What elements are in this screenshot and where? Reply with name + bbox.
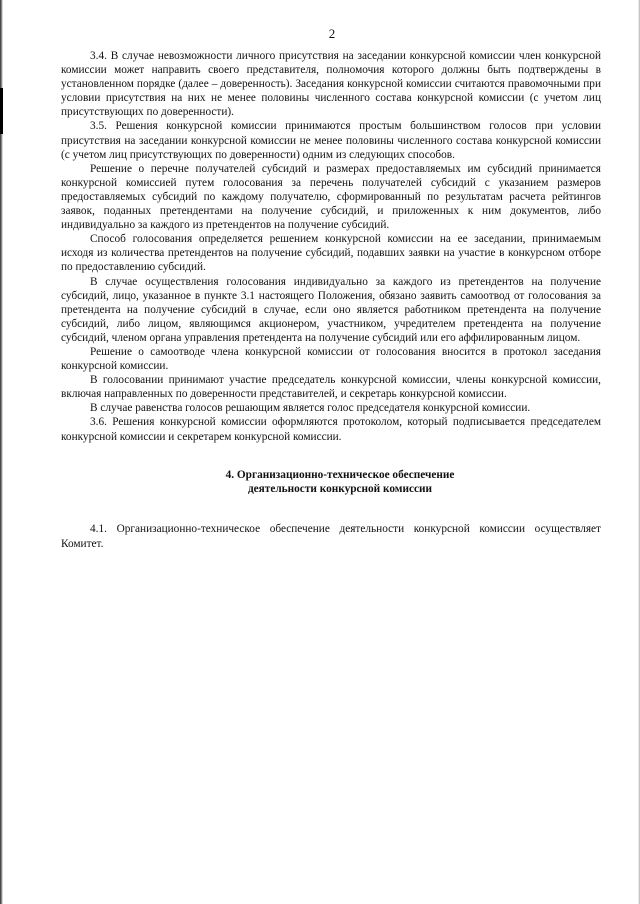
section-4-heading-line-1: 4. Организационно-техническое обеспечение <box>225 468 455 481</box>
clause-3-6: 3.6. Решения конкурсной комиссии оформляются протоколом, который подписывается председателем конкурсной комиссии и секретарем конкурсной комиссии. <box>61 416 601 443</box>
scan-mark <box>0 88 3 134</box>
paragraph-voting-method: Способ голосования определяется решением конкурсной комиссии на ее заседании, принимаемым исходя из количества претендентов на получение субсидий, подавших заявки на участие в конкурсном отборе по предоставлению субсидий. <box>61 233 601 274</box>
scan-edge-left <box>0 0 3 904</box>
clause-3-4: 3.4. В случае невозможности личного присутствия на заседании конкурсной комиссии член конкурсной комиссии может направить своего представителя, полномочия которого должны быть подтверждены в установленном порядке (далее – доверенность). Заседания конкурсной комиссии считаются правомочными при условии присутствия на них не менее половины численного состава конкурсной комиссии (с учетом лиц присутствующих по доверенности). <box>61 50 601 119</box>
paragraph-tie-vote: В случае равенства голосов решающим является голос председателя конкурсной комиссии. <box>90 402 531 415</box>
paragraph-recusal-protocol: Решение о самоотводе члена конкурсной комиссии от голосования вносится в протокол заседания конкурсной комиссии. <box>61 345 601 373</box>
section-4-heading-line-2: деятельности конкурсной комиссии <box>247 483 433 496</box>
section-4-heading <box>61 468 601 497</box>
paragraph-recusal: В случае осуществления голосования индивидуально за каждого из претендентов на получение субсидий, лицо, указанное в пункте 3.1 настоящего Положения, обязано заявить самоотвод от голосования за претендента на получение субсидий в случае, если оно является работником претендента на получение субсидий, либо лицом, являющимся акционером, участником, учредителем претендента на получение субсидий, членом органа управления претендента на получение субсидий или его аффилированным лицом. <box>61 275 601 344</box>
document-body <box>61 49 601 551</box>
paragraph-voting-decision: Решение о перечне получателей субсидий и размерах предоставляемых им субсидий принимается конкурсной комиссией путем голосования за перечень получателей субсидий с указанием размеров предоставляемых субсидий по каждому получателю, сформированный по результатам расчета рейтингов заявок, поданных претендентами на получение субсидий, и приложенных к ним документов, либо индивидуально за каждого из претендентов на получение субсидий. <box>61 162 601 232</box>
page-number: 2 <box>328 26 336 41</box>
clause-3-5: 3.5. Решения конкурсной комиссии принимаются простым большинством голосов при условии присутствия на заседании конкурсной комиссии не менее половины численного состава конкурсной комиссии (с учетом лиц присутствующих по доверенности) одним из следующих способов. <box>61 120 601 161</box>
paragraph-voting-participants: В голосовании принимают участие председатель конкурсной комиссии, члены конкурсной комиссии, включая направленных по доверенности представителей, и секретарь конкурсной комиссии. <box>61 374 601 401</box>
clause-4-1: 4.1. Организационно-техническое обеспечение деятельности конкурсной комиссии осуществляет Комитет. <box>61 523 601 550</box>
